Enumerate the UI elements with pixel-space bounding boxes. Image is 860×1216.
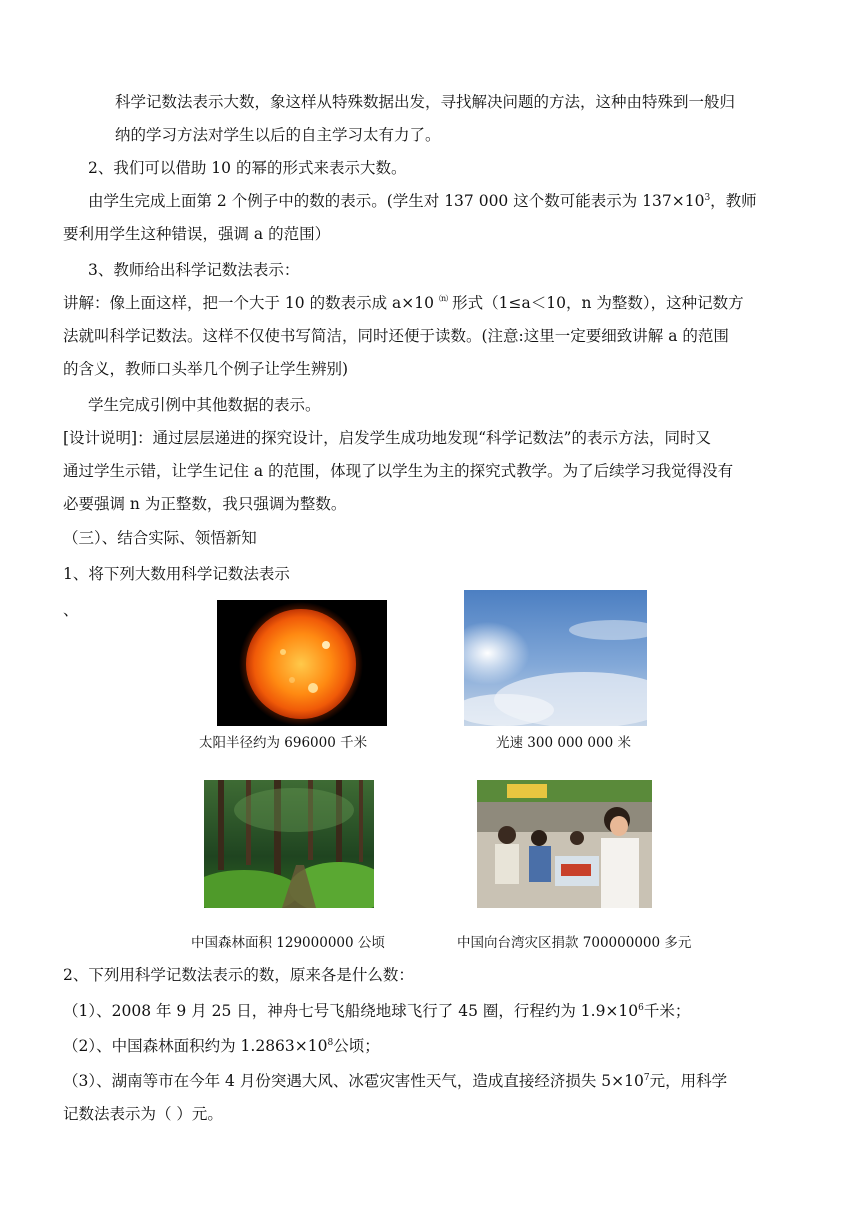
point-3-text: 3、教师给出科学记数法表示： bbox=[88, 261, 300, 279]
item-text: 公顷； bbox=[333, 1037, 380, 1055]
explanation-text: 讲解：像上面这样，把一个大于 10 的数表示成 a×10 bbox=[63, 294, 434, 312]
exercise-2-item-3-line2: 记数法表示为（ ）元。 bbox=[63, 1105, 223, 1123]
student-task-line: 要利用学生这种错误，强调 a 的范围） bbox=[63, 225, 331, 243]
section-heading: （三）、结合实际、领悟新知 bbox=[63, 529, 257, 547]
student-task-text: 由学生完成上面第 2 个例子中的数的表示。(学生对 137 000 这个数可能表示为 137×10 bbox=[88, 192, 705, 210]
exponent: 7 bbox=[643, 1073, 650, 1083]
item-text: （3）、湖南等市在今年 4 月份突遇大风、冰雹灾害性天气，造成直接经济损失 5×10 bbox=[63, 1072, 644, 1090]
sun-caption: 太阳半径约为 696000 千米 bbox=[199, 735, 368, 751]
donation-caption: 中国向台湾灾区捐款 700000000 多元 bbox=[457, 935, 692, 951]
exercise-1-text: 1、将下列大数用科学记数法表示 bbox=[63, 565, 290, 583]
design-note-line: [设计说明]：通过层层递进的探究设计，启发学生成功地发现“科学记数法”的表示方法，同时又 bbox=[63, 429, 711, 447]
item-text: 元，用科学 bbox=[649, 1072, 728, 1090]
sun-image bbox=[217, 600, 387, 726]
design-note-line: 必要强调 n 为正整数，我只强调为整数。 bbox=[63, 495, 347, 513]
item-text: （2）、中国森林面积约为 1.2863×10 bbox=[63, 1037, 328, 1055]
exercise-2-text: 2、下列用科学记数法表示的数，原来各是什么数： bbox=[63, 966, 414, 984]
paragraph-line: 纳的学习方法对学生以后的自主学习太有力了。 bbox=[115, 126, 441, 144]
exercise-2-item-2 bbox=[63, 1036, 380, 1056]
exponent: 6 bbox=[638, 1003, 644, 1013]
exercise-2-item-3 bbox=[63, 1071, 727, 1091]
paragraph-line: 科学记数法表示大数，象这样从特殊数据出发，寻找解决问题的方法，这种由特殊到一般归 bbox=[115, 93, 736, 111]
exponent: （n） bbox=[433, 294, 453, 303]
forest-caption: 中国森林面积 129000000 公顷 bbox=[191, 935, 385, 951]
donation-image bbox=[477, 780, 652, 908]
exponent: 3 bbox=[704, 193, 711, 203]
stray-mark: 、 bbox=[63, 601, 79, 619]
item-text: 千米； bbox=[643, 1002, 691, 1020]
exponent: 8 bbox=[327, 1038, 334, 1048]
explanation-line: 的含义，教师口头举几个例子让学生辨别) bbox=[63, 360, 349, 378]
exercise-2-item-1 bbox=[63, 1001, 690, 1021]
design-note-line: 通过学生示错，让学生记住 a 的范围，体现了以学生为主的探究式教学。为了后续学习我觉得没有 bbox=[63, 462, 734, 480]
sky-image bbox=[464, 590, 647, 726]
explanation-line bbox=[63, 293, 744, 313]
explanation-line: 法就叫科学记数法。这样不仅使书写简洁，同时还便于读数。(注意:这里一定要细致讲解 a 的范围 bbox=[63, 327, 729, 345]
student-task-text: ，教师 bbox=[710, 192, 757, 210]
student-complete-text: 学生完成引例中其他数据的表示。 bbox=[88, 396, 321, 414]
point-2-text: 2、我们可以借助 10 的幂的形式来表示大数。 bbox=[88, 159, 407, 177]
explanation-text: 形式（1≤a＜10，n 为整数），这种记数方 bbox=[452, 294, 744, 312]
sky-caption: 光速 300 000 000 米 bbox=[496, 735, 631, 751]
item-text: （1）、2008 年 9 月 25 日，神舟七号飞船绕地球飞行了 45 圈，行程约为 1.9×10 bbox=[63, 1002, 639, 1020]
student-task-line bbox=[88, 191, 757, 211]
forest-image bbox=[204, 780, 374, 908]
